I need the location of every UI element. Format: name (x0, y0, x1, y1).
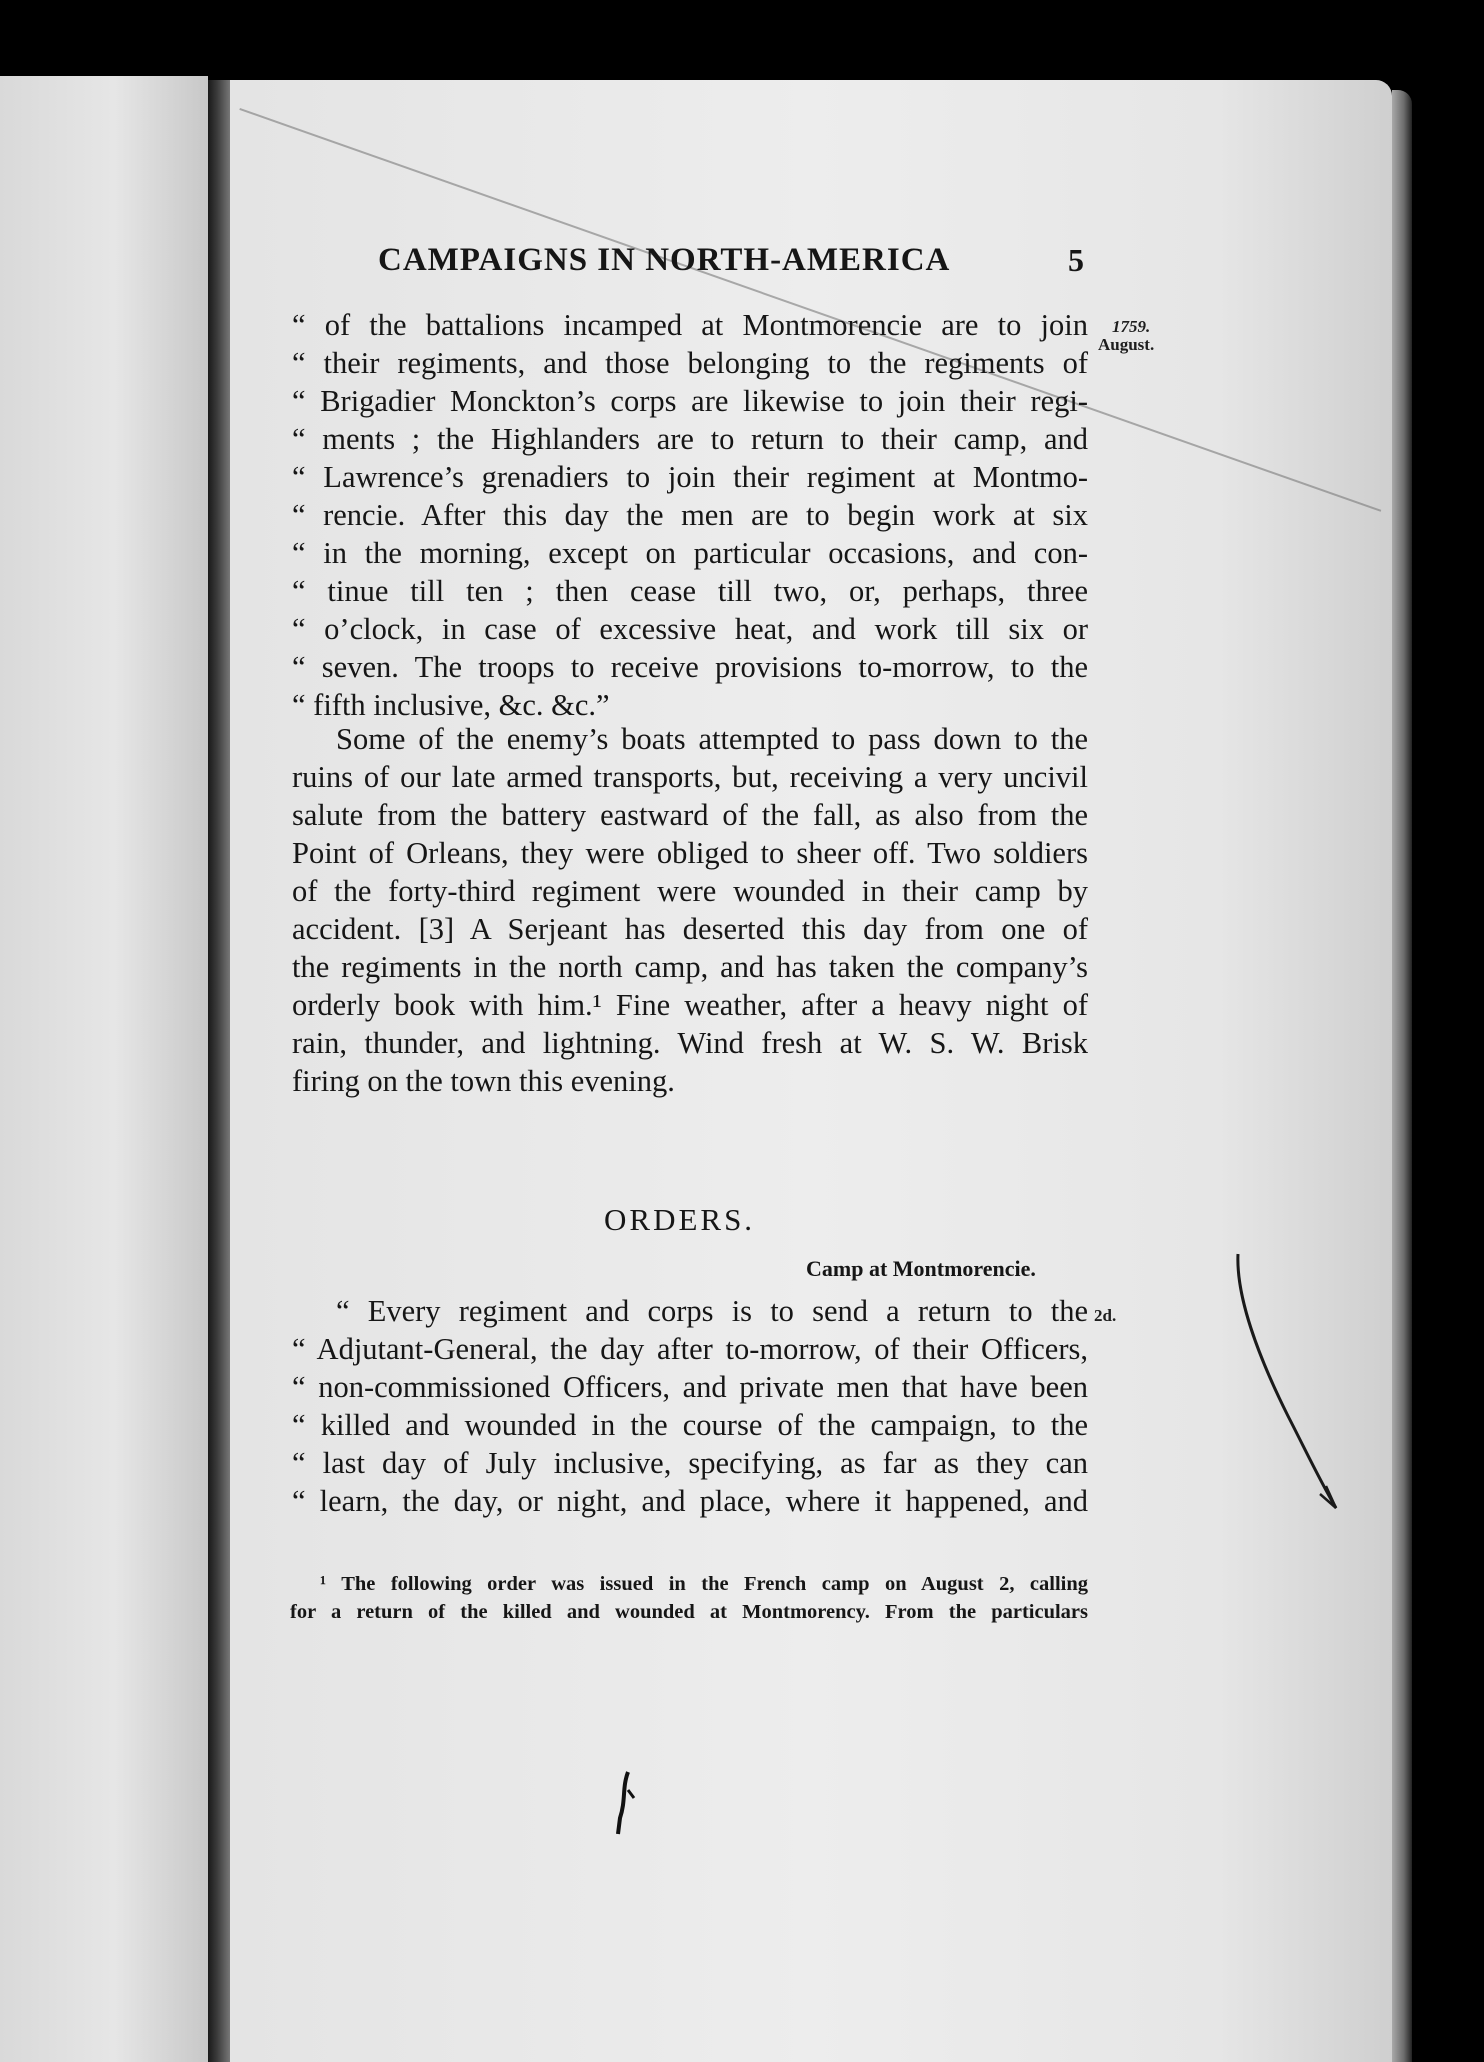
text-line: Some of the enemy’s boats attempted to pass down to the (336, 722, 1088, 756)
text-line: “ rencie. After this day the men are to begin work at six (292, 498, 1088, 532)
text-line: “ non-commissioned Officers, and private men that have been (292, 1370, 1088, 1404)
page-number: 5 (1068, 242, 1084, 278)
text-line: “ Brigadier Monckton’s corps are likewise to join their regi- (292, 384, 1088, 418)
text-line: “ o’clock, in case of excessive heat, and work till six or (292, 612, 1088, 646)
text-line: Point of Orleans, they were obliged to sheer off. Two soldiers (292, 836, 1088, 870)
running-head-title: CAMPAIGNS IN NORTH-AMERICA (378, 242, 951, 278)
facing-page-edge (0, 76, 208, 2062)
text-line: “ Lawrence’s grenadiers to join their regiment at Montmo- (292, 460, 1088, 494)
text-line: rain, thunder, and lightning. Wind fresh at W. S. W. Brisk (292, 1026, 1088, 1060)
footnote-line: ¹ The following order was issued in the French camp on August 2, calling (320, 1573, 1088, 1595)
text-line: “ tinue till ten ; then cease till two, or, perhaps, three (292, 574, 1088, 608)
book-gutter (208, 80, 230, 2062)
text-line: “ seven. The troops to receive provisions to-morrow, to the (292, 650, 1088, 684)
text-line: “ Adjutant-General, the day after to-morrow, of their Officers, (292, 1332, 1088, 1366)
text-line: “ Every regiment and corps is to send a return to the (336, 1294, 1088, 1328)
text-line: the regiments in the north camp, and has taken the company’s (292, 950, 1088, 984)
camp-location-line: Camp at Montmorencie. (806, 1256, 1036, 1281)
footnote-line: for a return of the killed and wounded at Montmorency. From the particulars (290, 1601, 1088, 1623)
text-line: “ of the battalions incamped at Montmorencie are to join (292, 308, 1088, 342)
footnote (290, 1570, 1088, 1626)
text-line: “ last day of July inclusive, specifying, as far as they can (292, 1446, 1088, 1480)
paragraph-narrative (292, 720, 1088, 1100)
page-edge-shadow (1392, 90, 1412, 2062)
text-line: “ fifth inclusive, &c. &c.” (292, 688, 610, 722)
text-line: orderly book with him.¹ Fine weather, after a heavy night of (292, 988, 1088, 1022)
text-line: salute from the battery eastward of the fall, as also from the (292, 798, 1088, 832)
paragraph-quoted-orders (292, 306, 1088, 724)
text-line: “ ments ; the Highlanders are to return to their camp, and (292, 422, 1088, 456)
text-line: “ their regiments, and those belonging to the regiments of (292, 346, 1088, 380)
ink-blot-mark (612, 1768, 642, 1838)
text-line: of the forty-third regiment were wounded in their camp by (292, 874, 1088, 908)
text-line: ruins of our late armed transports, but, receiving a very uncivil (292, 760, 1088, 794)
paragraph-orders (292, 1292, 1088, 1520)
margin-note-day: 2d. (1094, 1306, 1117, 1325)
text-line: “ in the morning, except on particular occasions, and con- (292, 536, 1088, 570)
section-heading-orders: ORDERS. (604, 1202, 756, 1237)
margin-note-month: August. (1098, 335, 1155, 354)
pen-stroke-mark (1228, 1246, 1348, 1526)
text-line: “ learn, the day, or night, and place, where it happened, and (292, 1484, 1088, 1518)
margin-note-year: 1759. (1112, 317, 1151, 336)
text-line: “ killed and wounded in the course of the campaign, to the (292, 1408, 1088, 1442)
text-line: firing on the town this evening. (292, 1064, 675, 1098)
text-line: accident. [3] A Serjeant has deserted this day from one of (292, 912, 1088, 946)
